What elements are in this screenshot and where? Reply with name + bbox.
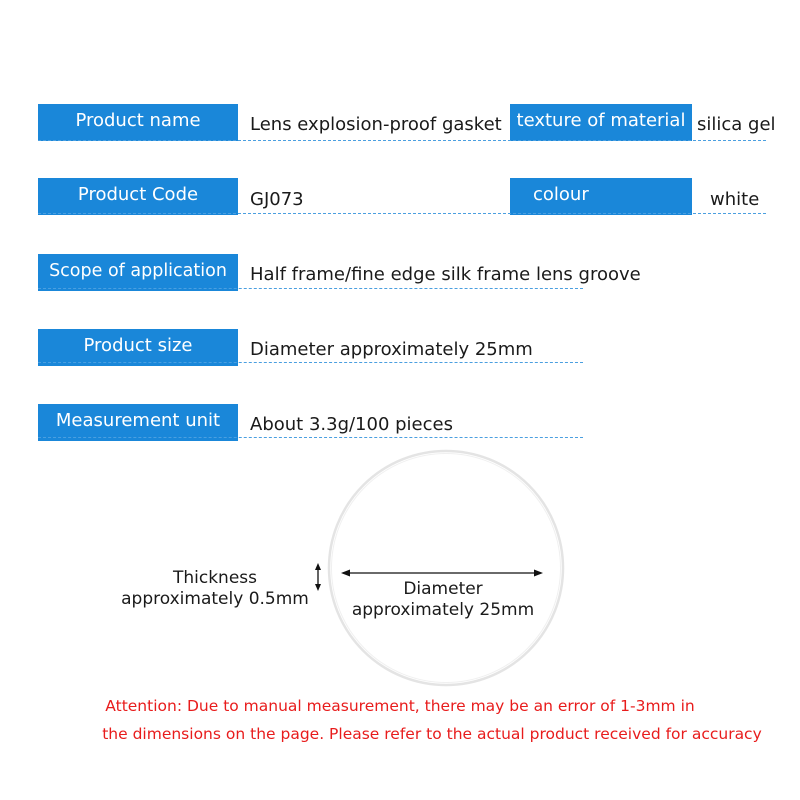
scope-label: Scope of application [38, 254, 238, 291]
product-code-value: GJ073 [250, 189, 304, 210]
colour-label: colour [510, 178, 692, 215]
colour-value: white [710, 189, 760, 210]
gasket-ring [329, 451, 563, 685]
product-name-label: Product name [38, 104, 238, 141]
material-label: texture of material [510, 104, 692, 141]
scope-value: Half frame/fine edge silk frame lens groove [250, 264, 641, 285]
attention-line-1: Attention: Due to manual measurement, there may be an error of 1-3mm in [105, 697, 695, 715]
product-code-label: Product Code [38, 178, 238, 215]
thickness-value: approximately 0.5mm [121, 589, 309, 609]
material-value: silica gel [697, 114, 776, 135]
diameter-arrow [341, 570, 543, 577]
diameter-caption [343, 579, 543, 621]
thickness-title: Thickness [172, 568, 258, 588]
unit-label: Measurement unit [38, 404, 238, 441]
unit-value: About 3.3g/100 pieces [250, 414, 453, 435]
attention-line-2: the dimensions on the page. Please refer to the actual product received for accuracy [102, 725, 762, 743]
thickness-caption [115, 568, 315, 610]
product-name-value: Lens explosion-proof gasket [250, 114, 502, 135]
thickness-arrow [315, 563, 321, 591]
gasket-ring-inner-edge [332, 454, 561, 683]
diameter-value: approximately 25mm [351, 600, 535, 620]
size-value: Diameter approximately 25mm [250, 339, 533, 360]
diameter-title: Diameter [403, 579, 483, 599]
size-label: Product size [38, 329, 238, 366]
